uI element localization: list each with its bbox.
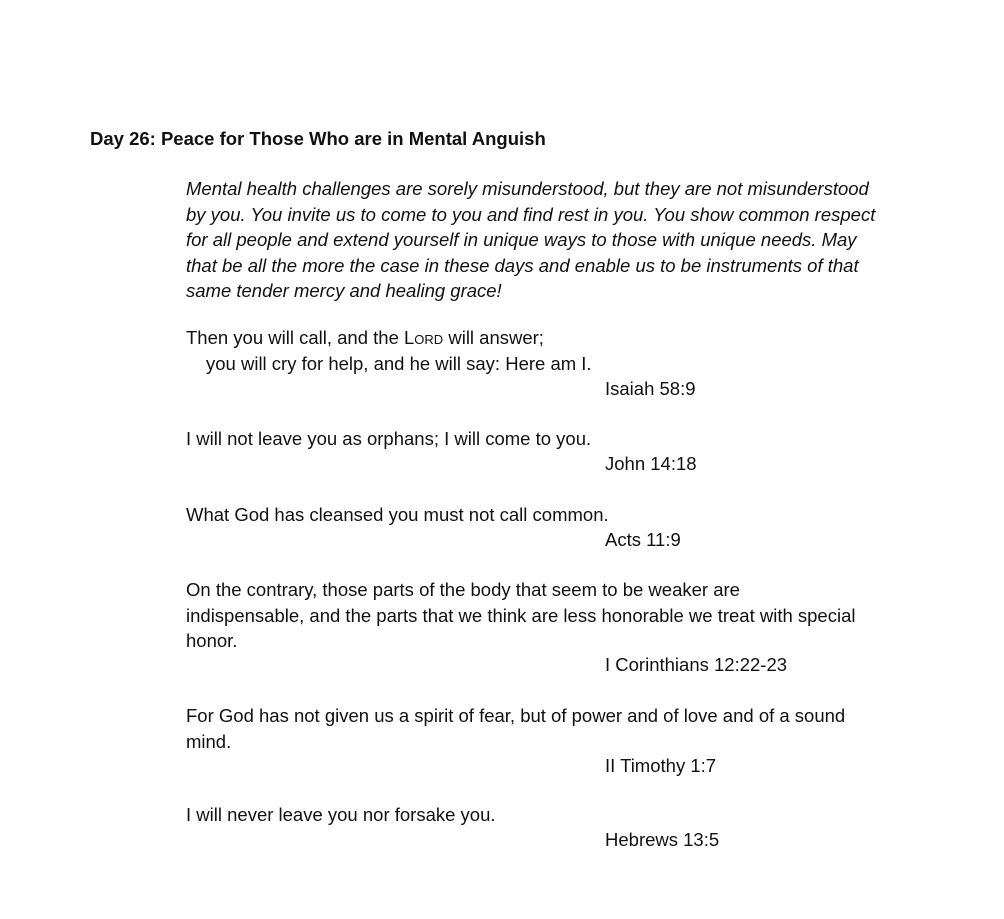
verse-line-part: will answer; [443, 327, 544, 348]
verse-text [186, 703, 845, 754]
verse-line: indispensable, and the parts that we think are less honorable we treat with special [186, 604, 856, 626]
prayer-line: Mental health challenges are sorely misunderstood, but they are not misunderstood [186, 178, 869, 199]
verse-line: On the contrary, those parts of the body that seem to be weaker are [186, 579, 740, 600]
verse-reference: John 14:18 [605, 453, 697, 474]
verse-line-part: Then you will call, and the [186, 327, 405, 348]
verse-reference: Acts 11:9 [605, 529, 681, 550]
prayer-line: for all people and extend yourself in unique ways to those with unique needs. May [186, 229, 857, 250]
verse-line: I will not leave you as orphans; I will come to you. [186, 428, 592, 449]
verse-line: mind. [186, 730, 232, 752]
page-title: Day 26: Peace for Those Who are in Mental Anguish [90, 128, 546, 149]
prayer-line: by you. You invite us to come to you and find rest in you. You show common respect [186, 203, 876, 225]
verse-line: you will cry for help, and he will say: Here am I. [206, 352, 592, 374]
verse-reference: II Timothy 1:7 [605, 755, 717, 776]
verse-line [186, 325, 592, 351]
verse-line: honor. [186, 630, 238, 651]
verse-text [186, 577, 855, 654]
verse-reference: Isaiah 58:9 [605, 378, 696, 399]
verse-reference: Hebrews 13:5 [605, 829, 720, 850]
verse-line: I will never leave you nor forsake you. [186, 804, 496, 825]
prayer-line: that be all the more the case in these days and enable us to be instruments of that [186, 254, 859, 276]
verse-reference: I Corinthians 12:22-23 [605, 654, 788, 675]
verse-text [186, 426, 591, 452]
verse-text [186, 325, 592, 376]
verse-line: What God has cleansed you must not call common. [186, 504, 609, 525]
verse-line: For God has not given us a spirit of fear, but of power and of love and of a sound [186, 705, 846, 726]
verse-text [186, 802, 496, 828]
prayer-paragraph [186, 176, 926, 304]
lord-small-caps: Lord [404, 327, 444, 348]
prayer-line: same tender mercy and healing grace! [186, 280, 502, 301]
verse-text [186, 502, 609, 528]
